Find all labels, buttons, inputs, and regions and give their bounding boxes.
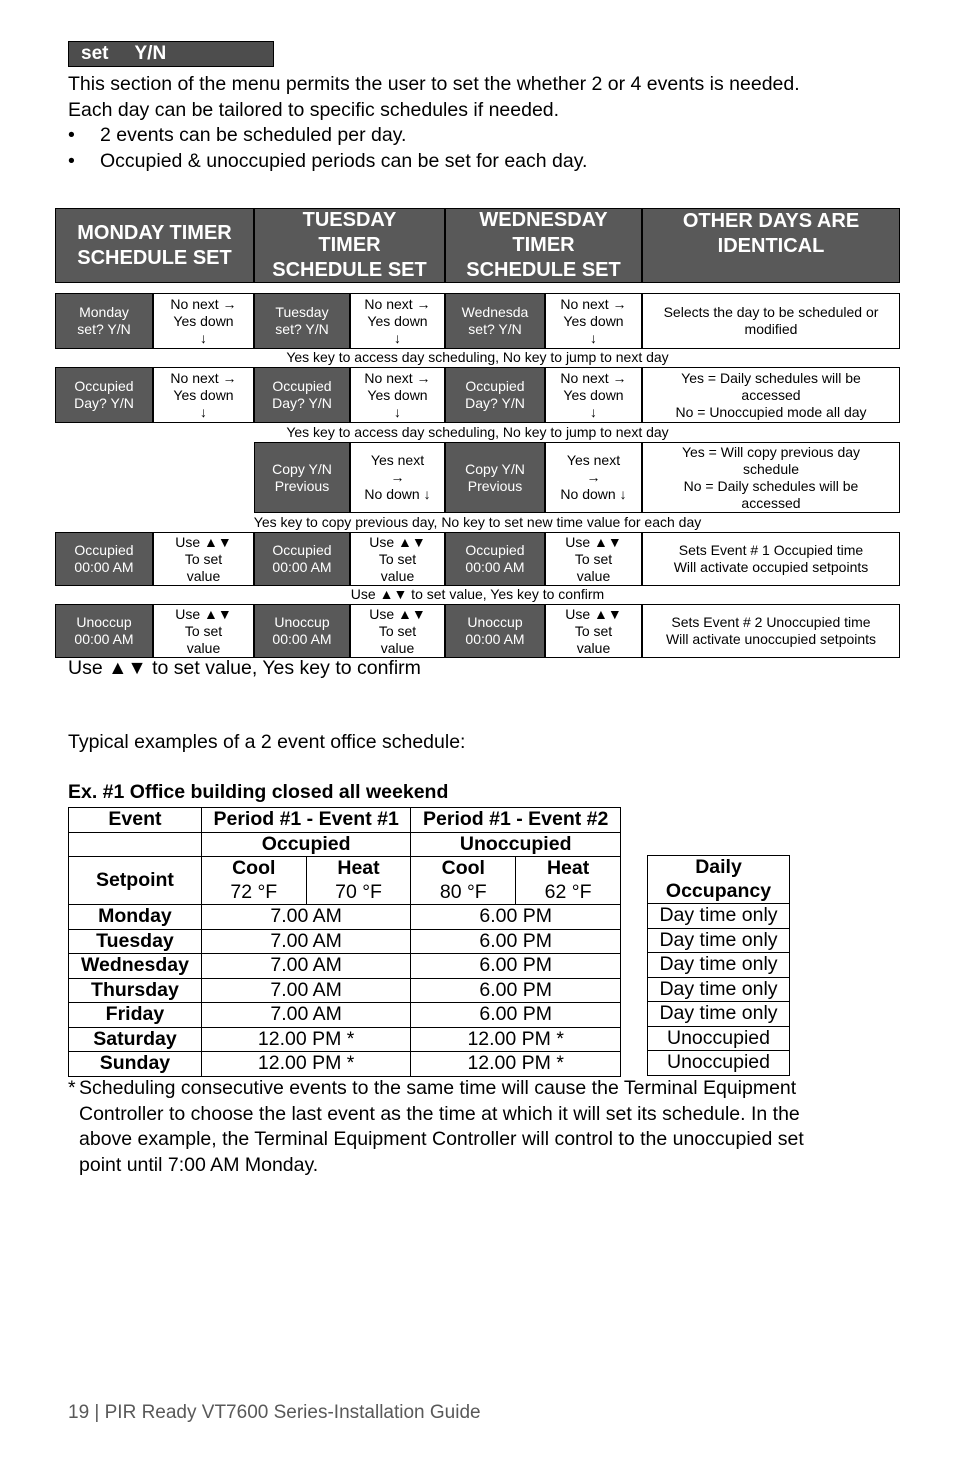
heat-label: Heat — [306, 857, 411, 881]
tuesday-set-cell: Tuesday set? Y/N — [254, 293, 350, 349]
daily-occupancy-table — [647, 855, 790, 1076]
bullet-text: Occupied & unoccupied periods can be set for each day. — [100, 149, 588, 172]
event2-time: 6.00 PM — [411, 978, 621, 1003]
header-monday: MONDAY TIMER SCHEDULE SET — [55, 208, 254, 283]
event1-time: 12.00 PM * — [201, 1027, 410, 1052]
cool-label: Cool — [411, 857, 516, 881]
use-arrows-cell: Use ▲▼ To set value — [153, 532, 254, 586]
section-title-bar: set Y/N — [68, 41, 274, 67]
typical-heading: Typical examples of a 2 event office schedule: — [68, 731, 466, 753]
footnote-line: point until 7:00 AM Monday. — [79, 1153, 319, 1176]
footnote — [79, 1076, 909, 1178]
table-row — [69, 1052, 621, 1077]
footnote-mark: * — [68, 1077, 76, 1099]
occupancy-value: Day time only — [648, 977, 790, 1002]
copy-previous-cell: Copy Y/N Previous — [445, 442, 545, 513]
occupied-day-cell: Occupied Day? Y/N — [254, 367, 350, 423]
period1-event1-header: Period #1 - Event #1 — [201, 808, 410, 833]
flow-after-note: Use ▲▼ to set value, Yes key to confirm — [68, 657, 421, 679]
occupancy-value: Unoccupied — [648, 1026, 790, 1051]
heat-setpoint: 70 °F — [306, 881, 411, 905]
unoccupied-header: Unoccupied — [411, 832, 621, 857]
bullet-icon: • — [68, 149, 75, 172]
flow-note: Use ▲▼ to set value, Yes key to confirm — [350, 586, 605, 602]
next-down-cell: No next → Yes down ↓ — [545, 367, 642, 423]
occupancy-value: Day time only — [648, 928, 790, 953]
occupancy-value: Unoccupied — [648, 1051, 790, 1076]
occupied-time-cell: Occupied 00:00 AM — [445, 532, 545, 586]
next-down-cell: Yes next → No down ↓ — [545, 442, 642, 513]
event2-time: 12.00 PM * — [411, 1052, 621, 1077]
table-row — [69, 1027, 621, 1052]
occupied-header: Occupied — [201, 832, 410, 857]
event1-time: 7.00 AM — [201, 1003, 410, 1028]
monday-set-cell: Monday set? Y/N — [55, 293, 153, 349]
flow-note: Yes key to access day scheduling, No key to jump to next day — [286, 424, 669, 440]
cool-setpoint: 80 °F — [411, 881, 516, 905]
occupied-day-cell: Occupied Day? Y/N — [445, 367, 545, 423]
use-arrows-cell: Use ▲▼ To set value — [545, 604, 642, 658]
footnote-line: above example, the Terminal Equipment Controller will control to the unoccupied set — [79, 1128, 804, 1150]
header-tuesday: TUESDAY TIMER SCHEDULE SET — [254, 208, 445, 283]
day-label: Monday — [69, 905, 202, 930]
blank-cell — [69, 832, 202, 857]
next-down-cell: No next → Yes down ↓ — [153, 293, 254, 349]
occupancy-value: Day time only — [648, 904, 790, 929]
row-description: Sets Event # 1 Occupied time Will activate occupied setpoints — [642, 532, 900, 586]
next-down-cell: No next → Yes down ↓ — [153, 367, 254, 423]
occupancy-header: Occupancy — [648, 880, 790, 904]
row-description: Sets Event # 2 Unoccupied time Will activate unoccupied setpoints — [642, 604, 900, 658]
use-arrows-cell: Use ▲▼ To set value — [350, 604, 445, 658]
unoccupied-time-cell: Unoccup 00:00 AM — [55, 604, 153, 658]
occupied-day-cell: Occupied Day? Y/N — [55, 367, 153, 423]
day-label: Friday — [69, 1003, 202, 1028]
day-label: Saturday — [69, 1027, 202, 1052]
intro-line: Each day can be tailored to specific schedules if needed. — [68, 98, 560, 121]
header-other-days: OTHER DAYS ARE IDENTICAL — [642, 208, 900, 283]
copy-previous-cell: Copy Y/N Previous — [254, 442, 350, 513]
unoccupied-time-cell: Unoccup 00:00 AM — [445, 604, 545, 658]
occupancy-header: Daily — [648, 856, 790, 880]
event1-time: 12.00 PM * — [201, 1052, 410, 1077]
next-down-cell: Yes next → No down ↓ — [350, 442, 445, 513]
table-row — [69, 954, 621, 979]
row-description: Selects the day to be scheduled or modified — [642, 293, 900, 349]
use-arrows-cell: Use ▲▼ To set value — [545, 532, 642, 586]
day-label: Thursday — [69, 978, 202, 1003]
event1-time: 7.00 AM — [201, 905, 410, 930]
header-wednesday: WEDNESDAY TIMER SCHEDULE SET — [445, 208, 642, 283]
footnote-line: Scheduling consecutive events to the same time will cause the Terminal Equipment — [79, 1077, 797, 1099]
day-label: Sunday — [69, 1052, 202, 1077]
occupied-time-cell: Occupied 00:00 AM — [55, 532, 153, 586]
day-label: Wednesday — [69, 954, 202, 979]
event-header: Event — [69, 808, 202, 833]
setpoint-header: Setpoint — [69, 857, 202, 905]
table-row — [69, 978, 621, 1003]
example-title: Ex. #1 Office building closed all weekend — [68, 781, 449, 803]
flow-note: Yes key to copy previous day, No key to set new time value for each day — [253, 514, 702, 530]
next-down-cell: No next → Yes down ↓ — [350, 367, 445, 423]
cool-setpoint: 72 °F — [201, 881, 306, 905]
row-description: Yes = Will copy previous day schedule No = Daily schedules will be accessed — [642, 442, 900, 513]
next-down-cell: No next → Yes down ↓ — [545, 293, 642, 349]
table-row — [69, 929, 621, 954]
bullet-text: 2 events can be scheduled per day. — [100, 124, 407, 146]
row-description: Yes = Daily schedules will be accessed No = Unoccupied mode all day — [642, 367, 900, 423]
wednesday-set-cell: Wednesda set? Y/N — [445, 293, 545, 349]
period1-event2-header: Period #1 - Event #2 — [411, 808, 621, 833]
intro-line: This section of the menu permits the user to set the whether 2 or 4 events is needed. — [68, 73, 800, 95]
unoccupied-time-cell: Unoccup 00:00 AM — [254, 604, 350, 658]
occupancy-value: Day time only — [648, 953, 790, 978]
event1-time: 7.00 AM — [201, 978, 410, 1003]
event2-time: 6.00 PM — [411, 954, 621, 979]
event2-time: 12.00 PM * — [411, 1027, 621, 1052]
event1-time: 7.00 AM — [201, 954, 410, 979]
heat-setpoint: 62 °F — [516, 881, 621, 905]
next-down-cell: No next → Yes down ↓ — [350, 293, 445, 349]
bullet-icon: • — [68, 124, 75, 146]
table-row — [69, 905, 621, 930]
table-row — [69, 1003, 621, 1028]
bullet-item — [68, 123, 928, 149]
occupancy-value: Day time only — [648, 1002, 790, 1027]
use-arrows-cell: Use ▲▼ To set value — [153, 604, 254, 658]
heat-label: Heat — [516, 857, 621, 881]
flow-note: Yes key to access day scheduling, No key to jump to next day — [286, 349, 669, 365]
footnote-line: Controller to choose the last event as the time at which it will set its schedule. In the — [79, 1102, 800, 1125]
event2-time: 6.00 PM — [411, 905, 621, 930]
intro-paragraph — [68, 72, 928, 174]
event2-time: 6.00 PM — [411, 1003, 621, 1028]
day-label: Tuesday — [69, 929, 202, 954]
bullet-item — [68, 149, 928, 175]
schedule-table — [68, 807, 621, 1077]
cool-label: Cool — [201, 857, 306, 881]
occupied-time-cell: Occupied 00:00 AM — [254, 532, 350, 586]
page-footer: 19 | PIR Ready VT7600 Series-Installation Guide — [68, 1402, 481, 1423]
event1-time: 7.00 AM — [201, 929, 410, 954]
use-arrows-cell: Use ▲▼ To set value — [350, 532, 445, 586]
event2-time: 6.00 PM — [411, 929, 621, 954]
